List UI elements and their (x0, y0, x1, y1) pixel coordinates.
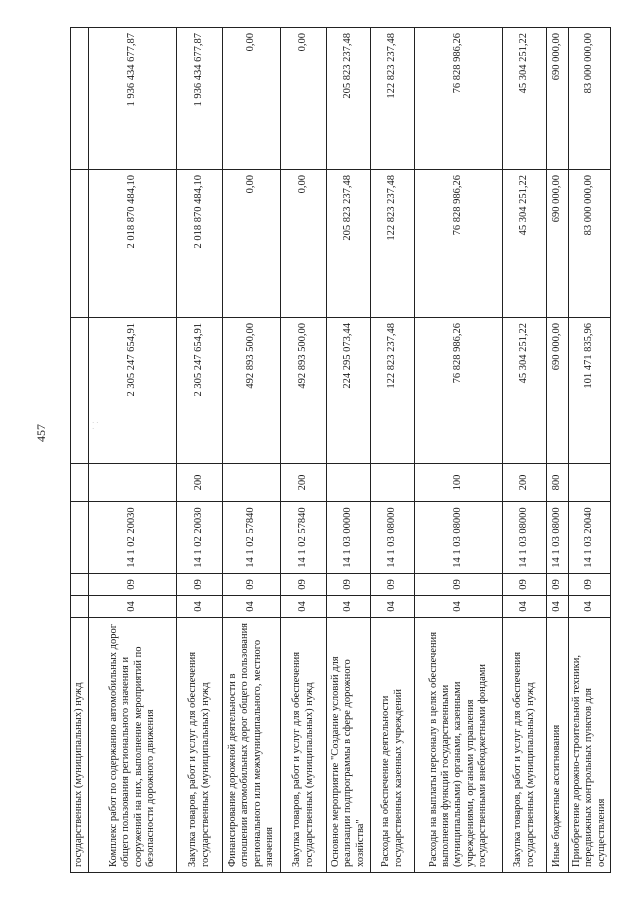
subsection-code: 09 (281, 574, 327, 596)
target-article: 14 1 03 08000 (415, 502, 503, 574)
section-code: 04 (503, 596, 547, 618)
section-code: 04 (415, 596, 503, 618)
table-row (547, 28, 569, 873)
amount-1: 76 828 986,26 (415, 318, 503, 464)
amount-3 (71, 28, 89, 170)
amount-3: 205 823 237,48 (327, 28, 371, 170)
target-article: 14 1 02 57840 (281, 502, 327, 574)
amount-2: 0,00 (281, 170, 327, 318)
expense-type: 200 (281, 464, 327, 502)
table-row (281, 28, 327, 873)
table-row (71, 28, 89, 873)
target-article: 14 1 02 20030 (177, 502, 223, 574)
section-code: 04 (371, 596, 415, 618)
amount-2: 76 828 986,26 (415, 170, 503, 318)
amount-3: 122 823 237,48 (371, 28, 415, 170)
section-code: 04 (89, 596, 177, 618)
row-name: Комплекс работ по содержанию автомобильных дорог общего пользования регионального значения и сооружений на них, выполнение мероприятий по безопасности дорожного движения (89, 618, 177, 873)
amount-2: 0,00 (223, 170, 281, 318)
amount-1: 122 823 237,48 (371, 318, 415, 464)
amount-2: 2 018 870 484,10 (89, 170, 177, 318)
amount-2: 690 000,00 (547, 170, 569, 318)
amount-3: 0,00 (281, 28, 327, 170)
expense-type: 100 (415, 464, 503, 502)
target-article: 14 1 03 08000 (547, 502, 569, 574)
target-article: 14 1 03 08000 (371, 502, 415, 574)
amount-2: 45 304 251,22 (503, 170, 547, 318)
amount-1 (71, 318, 89, 464)
target-article: 14 1 02 20030 (89, 502, 177, 574)
amount-1: 45 304 251,22 (503, 318, 547, 464)
expense-type (71, 464, 89, 502)
row-name: Закупка товаров, работ и услуг для обеспечения государственных (муниципальных) нужд (281, 618, 327, 873)
row-name: Основное мероприятие "Создание условий для реализации подпрограммы в сфере дорожного хозяйства" (327, 618, 371, 873)
table-row (177, 28, 223, 873)
expense-type (89, 464, 177, 502)
amount-2: 205 823 237,48 (327, 170, 371, 318)
amount-1: 224 295 073,44 (327, 318, 371, 464)
row-name: государственных (муниципальных) нужд (71, 618, 89, 873)
target-article: 14 1 02 57840 (223, 502, 281, 574)
target-article: 14 1 03 20040 (569, 502, 611, 574)
budget-table (70, 27, 611, 873)
target-article (71, 502, 89, 574)
amount-1: 690 000,00 (547, 318, 569, 464)
amount-3: 45 304 251,22 (503, 28, 547, 170)
section-code: 04 (281, 596, 327, 618)
table-row (223, 28, 281, 873)
table-row (327, 28, 371, 873)
amount-3: 0,00 (223, 28, 281, 170)
section-code: 04 (223, 596, 281, 618)
amount-1: 492 893 500,00 (223, 318, 281, 464)
expense-type (327, 464, 371, 502)
expense-type: 200 (177, 464, 223, 502)
subsection-code: 09 (177, 574, 223, 596)
subsection-code: 09 (327, 574, 371, 596)
amount-1: 101 471 835,96 (569, 318, 611, 464)
subsection-code: 09 (371, 574, 415, 596)
subsection-code: 09 (415, 574, 503, 596)
row-name: Расходы на выплаты персоналу в целях обеспечения выполнения функций государственными (муниципальными) органами, казенными учреждениями, органами управления государственными внебюджетными фондами (415, 618, 503, 873)
subsection-code: 09 (89, 574, 177, 596)
section-code: 04 (327, 596, 371, 618)
table-row (89, 28, 177, 873)
section-code: 04 (569, 596, 611, 618)
row-name: Приобретение дорожно-строительной техники, передвижных контрольных пунктов для осуществления (569, 618, 611, 873)
amount-1: 2 305 247 654,91 (177, 318, 223, 464)
table-row (569, 28, 611, 873)
amount-3: 690 000,00 (547, 28, 569, 170)
amount-3: 1 936 434 677,87 (89, 28, 177, 170)
amount-3: 76 828 986,26 (415, 28, 503, 170)
page-number: 457 (34, 424, 48, 442)
amount-3: 1 936 434 677,87 (177, 28, 223, 170)
scan-speck: · · · (92, 419, 99, 433)
subsection-code: 09 (569, 574, 611, 596)
row-name: Закупка товаров, работ и услуг для обеспечения государственных (муниципальных) нужд (177, 618, 223, 873)
row-name: Расходы на обеспечение деятельности государственных казенных учреждений (371, 618, 415, 873)
amount-3: 83 000 000,00 (569, 28, 611, 170)
row-name: Финансирование дорожной деятельности в отношении автомобильных дорог общего пользования регионального или межмуниципального, местного значения (223, 618, 281, 873)
section-code: 04 (547, 596, 569, 618)
target-article: 14 1 03 08000 (503, 502, 547, 574)
subsection-code: 09 (223, 574, 281, 596)
amount-1: 2 305 247 654,91 (89, 318, 177, 464)
rotated-page (70, 28, 607, 873)
subsection-code (71, 574, 89, 596)
expense-type: 200 (503, 464, 547, 502)
table-row (503, 28, 547, 873)
table-body (71, 28, 611, 873)
amount-2: 2 018 870 484,10 (177, 170, 223, 318)
row-name: Иные бюджетные ассигнования (547, 618, 569, 873)
section-code (71, 596, 89, 618)
amount-1: 492 893 500,00 (281, 318, 327, 464)
expense-type (569, 464, 611, 502)
target-article: 14 1 03 00000 (327, 502, 371, 574)
amount-2: 122 823 237,48 (371, 170, 415, 318)
row-name: Закупка товаров, работ и услуг для обеспечения государственных (муниципальных) нужд (503, 618, 547, 873)
subsection-code: 09 (547, 574, 569, 596)
table-row (371, 28, 415, 873)
expense-type: 800 (547, 464, 569, 502)
expense-type (371, 464, 415, 502)
table-row (415, 28, 503, 873)
expense-type (223, 464, 281, 502)
section-code: 04 (177, 596, 223, 618)
amount-2 (71, 170, 89, 318)
subsection-code: 09 (503, 574, 547, 596)
amount-2: 83 000 000,00 (569, 170, 611, 318)
